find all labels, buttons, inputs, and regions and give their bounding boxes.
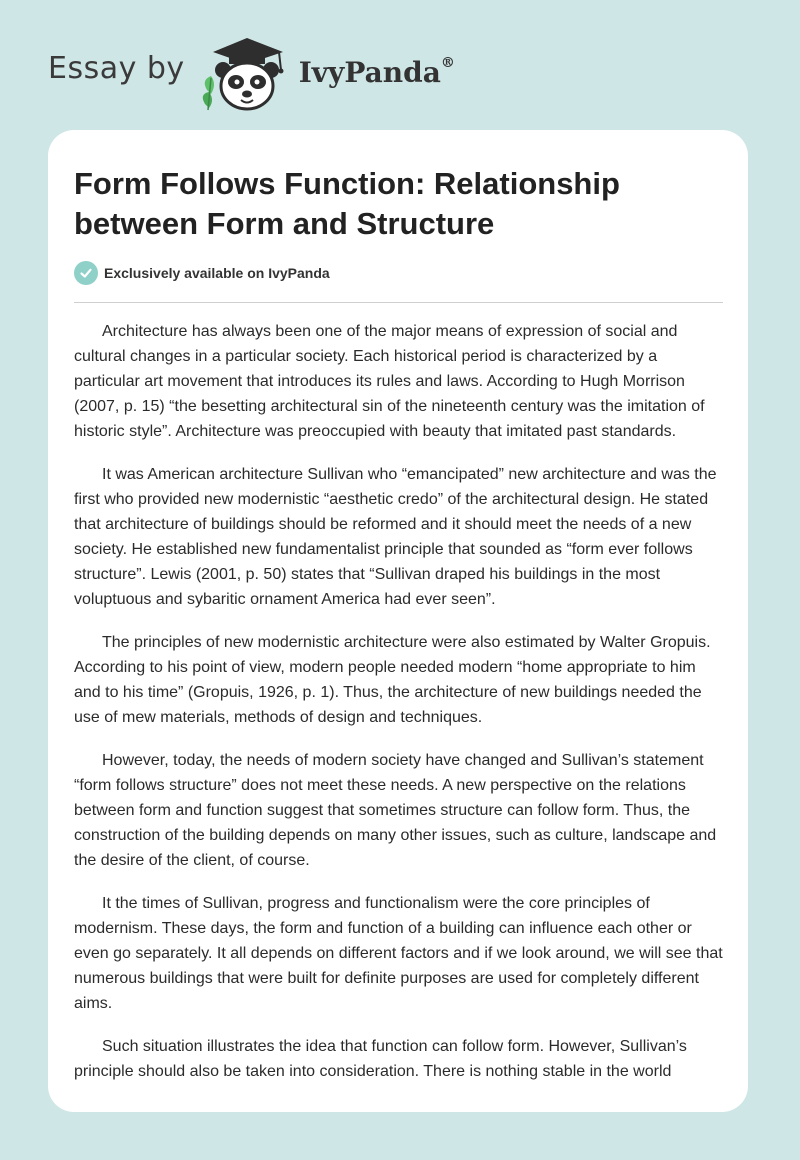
registered-mark: ® xyxy=(440,55,455,72)
essay-card xyxy=(48,130,748,1112)
exclusive-label: Exclusively available on IvyPanda xyxy=(104,265,330,281)
ivypanda-logo-icon[interactable] xyxy=(199,34,295,114)
exclusive-badge xyxy=(74,261,330,285)
paragraph: It was American architecture Sullivan who “emancipated” new architecture and was the first who provided new modernistic “aesthetic credo” of the architectural design. He stated that architecture of buildings should be reformed and it should meet the needs of a new society. He established new fundamentalist principle that sounded as “form ever follows structure”. Lewis (2001, p. 50) states that “Sullivan draped his buildings in the most voluptuous and sybaritic ornament America had ever seen”. xyxy=(74,466,717,608)
divider xyxy=(74,302,723,303)
site-header xyxy=(48,34,455,114)
essay-body xyxy=(74,319,726,1102)
paragraph: It the times of Sullivan, progress and functionalism were the core principles of modernism. These days, the form and function of a building can influence each other or even go separately. It all depends on different factors and if we look around, we will see that numerous buildings that were built for definite purposes are used for completely different aims. xyxy=(74,895,723,1012)
essay-title: Form Follows Function: Relationship between Form and Structure xyxy=(74,166,620,241)
check-icon xyxy=(74,261,98,285)
paragraph: However, today, the needs of modern society have changed and Sullivan’s statement “form follows structure” does not meet these needs. A new perspective on the relations between form and function suggest that sometimes structure can follow form. Thus, the construction of the building depends on many other issues, such as culture, landscape and the desire of the client, of course. xyxy=(74,752,717,869)
paragraph: Such situation illustrates the idea that function can follow form. However, Sullivan’s principle should also be taken into consideration. There is nothing stable in the world xyxy=(74,1038,687,1080)
essay-by-label: Essay by xyxy=(48,50,185,86)
brand-name: IvyPanda® xyxy=(298,55,455,89)
paragraph: Architecture has always been one of the major means of expression of social and cultural changes in a particular society. Each historical period is characterized by a particular art movement that introduces its rules and laws. According to Hugh Morrison (2007, p. 15) “the besetting architectural sin of the nineteenth century was the imitation of historic style”. Architecture was preoccupied with beauty that imitated past standards. xyxy=(74,323,705,440)
paragraph: The principles of new modernistic architecture were also estimated by Walter Gropuis. According to his point of view, modern people needed modern “home appropriate to him and to his time” (Gropuis, 1926, p. 1). Thus, the architecture of new buildings needed the use of mew materials, methods of design and techniques. xyxy=(74,634,711,726)
